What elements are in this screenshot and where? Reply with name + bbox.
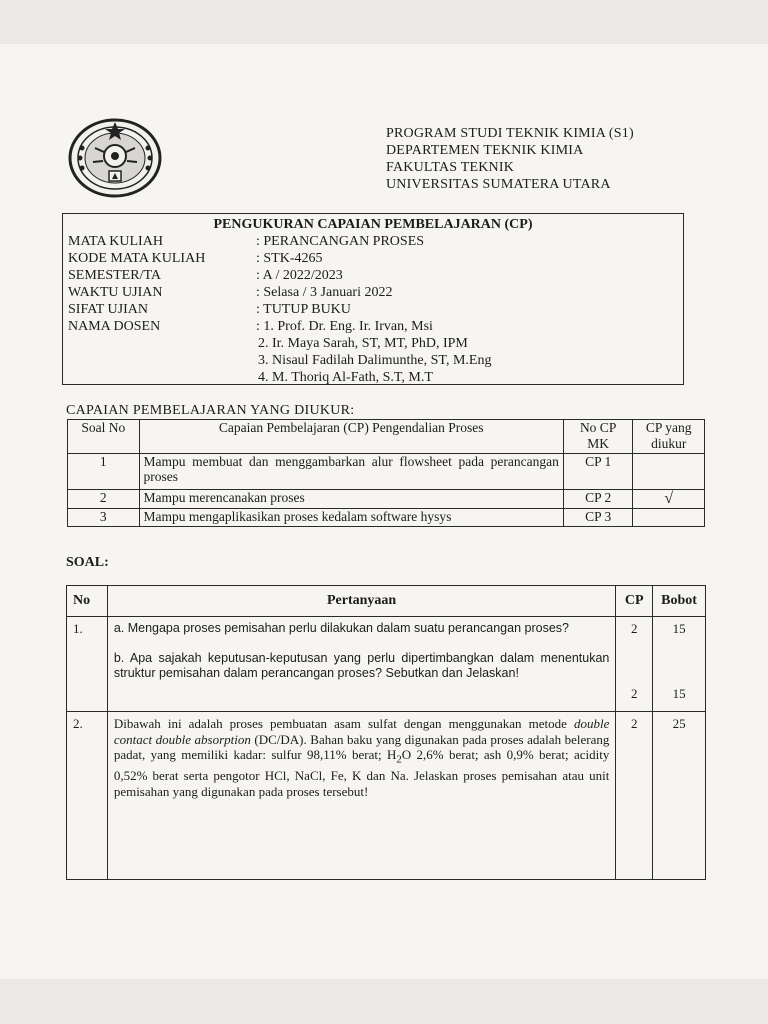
cp-cell-mk: CP 3 [563,509,633,527]
lecturer-name: 2. Ir. Maya Sarah, ST, MT, PhD, IPM [258,336,468,351]
info-label: SEMESTER/TA [68,268,161,283]
q1-bobot-a: 15 [672,621,686,636]
cp-cell-no: 1 [68,454,140,490]
q-text [107,617,616,712]
lecturer-name: 4. M. Thoriq Al-Fath, S.T, M.T [258,370,433,385]
q-text [107,712,616,880]
cp-header-no: Soal No [68,420,140,454]
q-number: 1. [67,617,108,712]
checkmark-icon: √ [633,490,705,509]
info-label: NAMA DOSEN [68,319,161,334]
q-number: 2. [67,712,108,880]
institution-line: UNIVERSITAS SUMATERA UTARA [386,177,611,192]
q-header-cp: CP [616,586,653,617]
info-label: WAKTU UJIAN [68,285,163,300]
cp-header-measured: CP yang diukur [633,420,705,454]
info-value: : PERANCANGAN PROSES [256,234,425,249]
course-info-box [62,213,684,385]
cp-heading: CAPAIAN PEMBELAJARAN YANG DIUKUR: [66,403,355,418]
q-cp: 2 [616,712,653,880]
q-header-bobot: Bobot [653,586,706,617]
cp-cell-mk: CP 2 [563,490,633,509]
info-value: : TUTUP BUKU [256,302,351,317]
info-title: PENGUKURAN CAPAIAN PEMBELAJARAN (CP) [213,217,533,232]
cp-table-header [68,420,705,454]
cp-cell-mk: CP 1 [563,454,633,490]
q-bobot: 25 [653,712,706,880]
q1-cp-a: 2 [631,621,638,636]
lecturer-name: 3. Nisaul Fadilah Dalimunthe, ST, M.Eng [258,353,492,368]
table-row [67,617,706,712]
q-cp [616,617,653,712]
info-label: SIFAT UJIAN [68,302,148,317]
table-row [67,712,706,880]
q1-cp-b: 2 [631,686,638,701]
q1-bobot-b: 15 [672,686,686,701]
university-seal-logo [68,118,162,198]
institution-line: FAKULTAS TEKNIK [386,160,515,175]
questions-table [66,585,706,880]
cp-cell-measured [633,454,705,490]
questions-header [67,586,706,617]
info-value: : A / 2022/2023 [256,268,343,283]
cp-cell-no: 2 [68,490,140,509]
table-row [68,454,705,490]
cp-header-desc: Capaian Pembelajaran (CP) Pengendalian Proses [139,420,563,454]
cp-table [67,419,705,527]
cp-cell-no: 3 [68,509,140,527]
table-row [68,490,705,509]
q1-part-a: a. Mengapa proses pemisahan perlu dilakukan dalam suatu perancangan proses? [113,621,569,635]
cp-cell-desc: Mampu merencanakan proses [139,490,563,509]
q-bobot [653,617,706,712]
q-header-no: No [67,586,108,617]
info-value: : STK-4265 [256,251,323,266]
table-row [68,509,705,527]
cp-cell-desc: Mampu mengaplikasikan proses kedalam software hysys [139,509,563,527]
info-value: : 1. Prof. Dr. Eng. Ir. Irvan, Msi [256,319,433,334]
cp-header-mk: No CP MK [563,420,633,454]
q1-part-b: b. Apa sajakah keputusan-keputusan yang perlu dipertimbangkan dalam menentukan struktur pemisahan dalam perancangan proses? Sebutkan dan Jelaskan! [113,650,610,680]
info-label: MATA KULIAH [68,234,163,249]
q2-text: Dibawah ini adalah proses pembuatan asam sulfat dengan menggunakan metode double contact double absorption (DC/DA). Bahan baku yang digunakan pada proses adalah belerang padat, yang memiliki kadar: sulfur 98,11% berat; $H_2O$ 2,6% berat; ash 0,9% berat; acidity 0,52% berat serta pengotor HCl, NaCl, Fe, K dan Na. Jelaskan proses pemisahan atau unit pemisahan yang digunakan pada proses tersebut! [113,716,610,799]
info-label: KODE MATA KULIAH [68,251,206,266]
questions-heading: SOAL: [66,555,109,570]
institution-header [386,125,634,193]
cp-cell-desc: Mampu membuat dan menggambarkan alur flowsheet pada perancangan proses [139,454,563,490]
q-header-question: Pertanyaan [107,586,616,617]
institution-line: PROGRAM STUDI TEKNIK KIMIA (S1) [386,126,634,141]
cp-cell-measured [633,509,705,527]
institution-line: DEPARTEMEN TEKNIK KIMIA [386,143,584,158]
info-value: : Selasa / 3 Januari 2022 [256,285,393,300]
